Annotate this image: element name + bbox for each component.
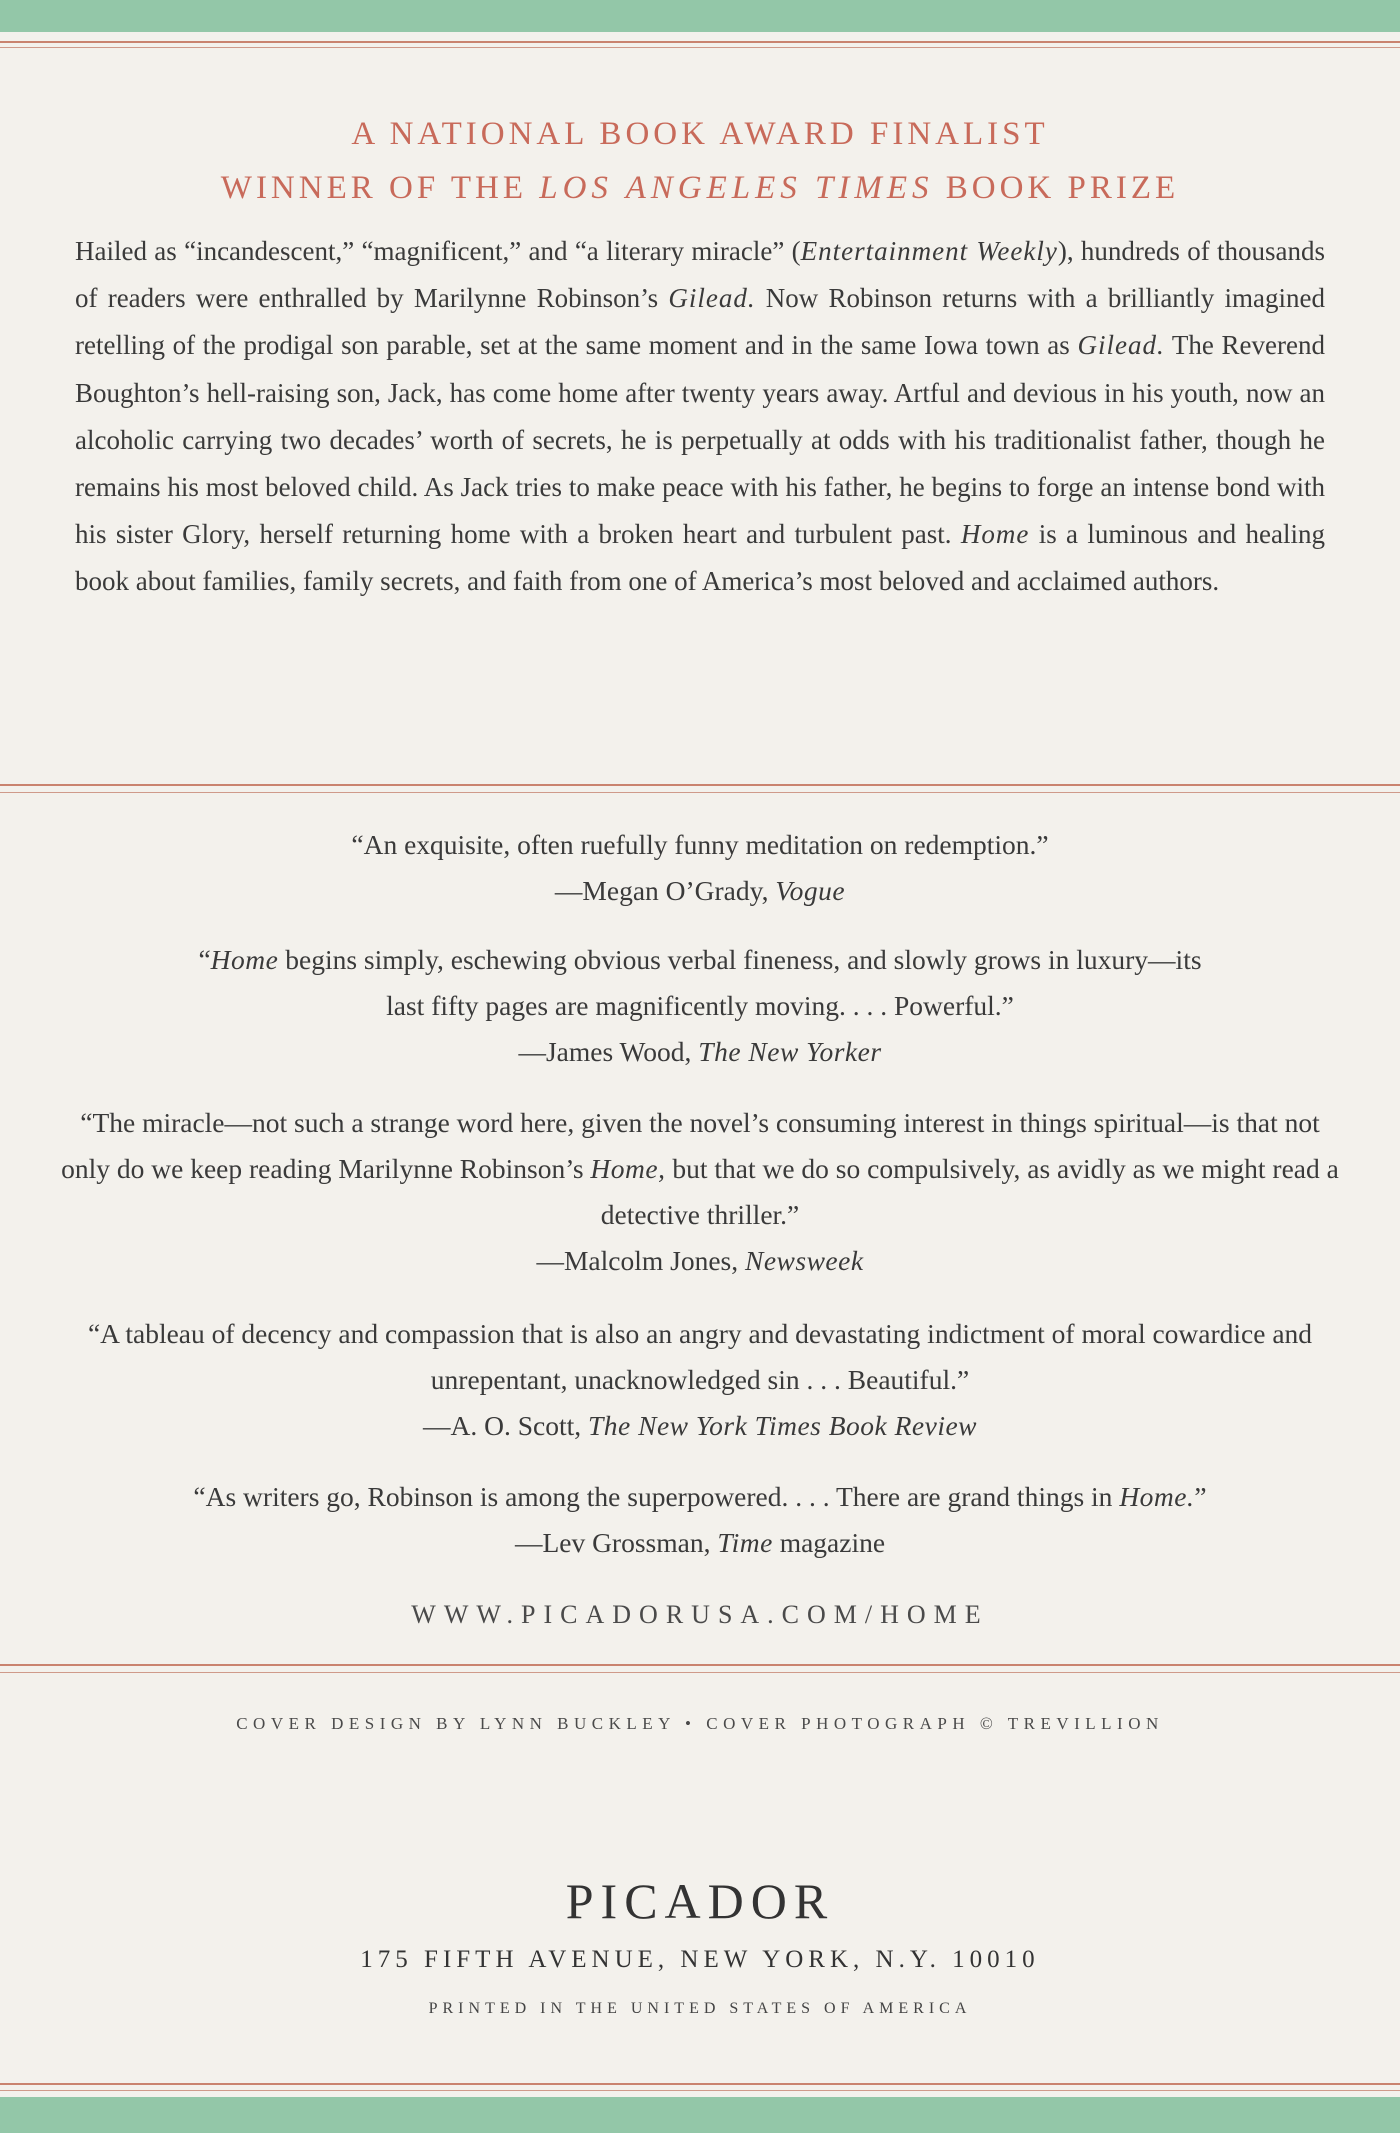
publisher-logo: PICADOR	[565, 1873, 835, 1929]
quote-text: “An exquisite, often ruefully funny meditation on redemption.”	[351, 829, 1049, 860]
bottom-rule-thin	[0, 2090, 1400, 2091]
section-rule-2	[0, 1664, 1400, 1666]
section-rule-1	[0, 784, 1400, 786]
award-line-1: A NATIONAL BOOK AWARD FINALIST	[351, 116, 1049, 152]
review-quote-vogue	[60, 822, 1340, 914]
review-quote-newsweek	[60, 1100, 1340, 1284]
bottom-green-band	[0, 2097, 1400, 2133]
quote-text: “A tableau of decency and compassion that is also an angry and devastating indictment of moral cowardice and unrepentant, unacknowledged sin . . . Beautiful.”	[87, 1318, 1313, 1395]
publisher-address: 175 FIFTH AVENUE, NEW YORK, N.Y. 10010	[360, 1946, 1040, 1973]
bottom-rule	[0, 2083, 1400, 2085]
quote-attribution: —James Wood, The New Yorker	[518, 1036, 882, 1067]
quote-attribution: —Megan O’Grady, Vogue	[554, 875, 846, 906]
cover-credits: COVER DESIGN BY LYNN BUCKLEY • COVER PHOTOGRAPH © TREVILLION	[236, 1714, 1164, 1733]
publisher-url: WWW.PICADORUSA.COM/HOME	[411, 1600, 989, 1629]
quote-attribution: —Malcolm Jones, Newsweek	[536, 1245, 864, 1276]
review-quote-new-yorker	[190, 937, 1210, 1075]
quote-text: “Home begins simply, eschewing obvious verbal fineness, and slowly grows in luxury—its last fifty pages are magnificently moving. . . . Powerful.”	[198, 944, 1202, 1021]
top-rule	[0, 41, 1400, 43]
review-quote-nyt	[40, 1311, 1360, 1449]
section-rule-2-thin	[0, 1672, 1400, 1673]
book-description: Hailed as “incandescent,” “magnificent,” and “a literary miracle” (Entertainment Weekly), hundreds of thousands of readers were enthralled by Marilynne Robinson’s Gilead. Now Robinson returns with a brilliantly imagined retelling of the prodigal son parable, set at the same moment and in the same Iowa town as Gilead. The Reverend Boughton’s hell-raising son, Jack, has come home after twenty years away. Artful and devious in his youth, now an alcoholic carrying two decades’ worth of secrets, he is perpetually at odds with his traditionalist father, though he remains his most beloved child. As Jack tries to make peace with his father, he begins to forge an intense bond with his sister Glory, herself returning home with a broken heart and turbulent past. Home is a luminous and healing book about families, family secrets, and faith from one of America’s most beloved and acclaimed authors.	[75, 236, 1325, 597]
award-line-2: WINNER OF THE LOS ANGELES TIMES BOOK PRIZE	[220, 170, 1180, 206]
section-rule-1-thin	[0, 792, 1400, 793]
top-rule-thin	[0, 47, 1400, 48]
quote-text: “As writers go, Robinson is among the superpowered. . . . There are grand things in Home.”	[193, 1481, 1207, 1512]
top-green-band	[0, 0, 1400, 32]
quote-attribution: —A. O. Scott, The New York Times Book Review	[422, 1410, 978, 1441]
printed-in: PRINTED IN THE UNITED STATES OF AMERICA	[428, 2000, 972, 2017]
quote-text: “The miracle—not such a strange word here, given the novel’s consuming interest in things spiritual—is that not only do we keep reading Marilynne Robinson’s Home, but that we do so compulsively, as avidly as we might read a detective thriller.”	[61, 1107, 1339, 1230]
quote-attribution: —Lev Grossman, Time magazine	[514, 1527, 886, 1558]
review-quote-time	[60, 1474, 1340, 1566]
